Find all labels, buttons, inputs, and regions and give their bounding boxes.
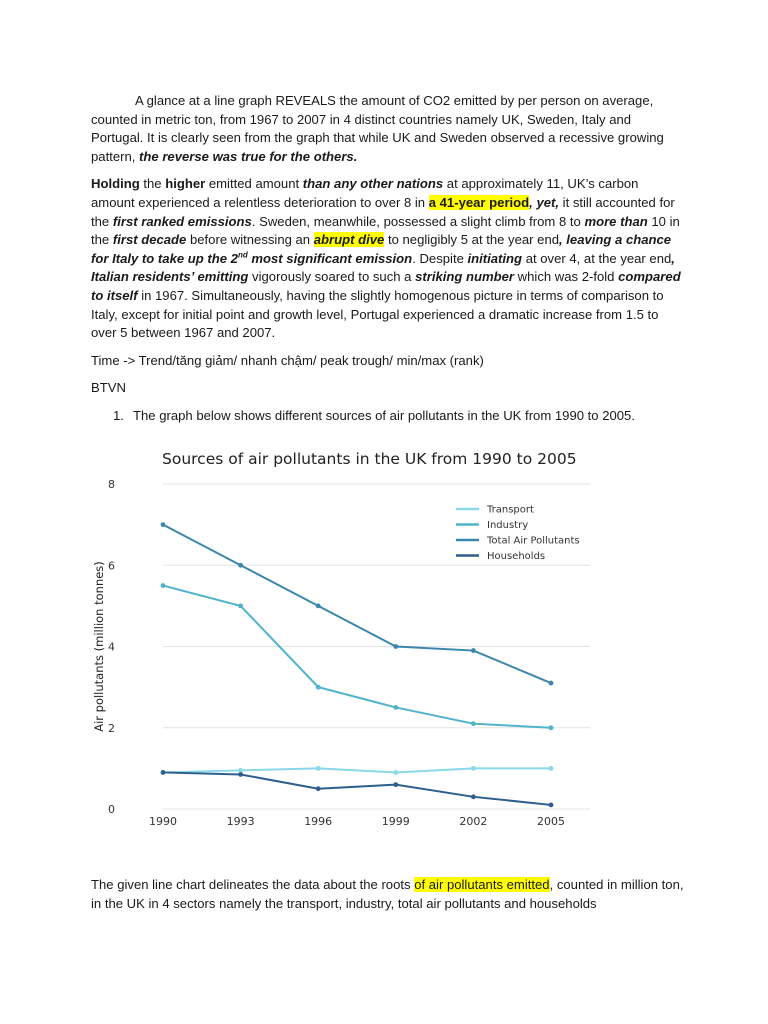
- chart-svg: [88, 440, 600, 832]
- data-point: [316, 766, 321, 771]
- text-segment: the reverse was true for the others.: [139, 148, 358, 164]
- text-segment: before witnessing an: [186, 232, 314, 248]
- series-line: [163, 586, 551, 728]
- data-point: [316, 685, 321, 690]
- legend-label: Total Air Pollutants: [487, 535, 580, 547]
- y-tick-label: 0: [108, 803, 115, 816]
- text-segment: ,: [529, 194, 537, 210]
- task-text: The graph below shows different sources of air pollutants in the UK from 1990 to 2005.: [133, 407, 635, 423]
- data-point: [393, 644, 398, 649]
- data-point: [161, 770, 166, 775]
- text-segment: yet,: [536, 194, 560, 210]
- series-line: [163, 772, 551, 805]
- text-segment: compared to itself: [91, 269, 681, 303]
- x-tick-label: 1996: [304, 815, 333, 828]
- text-segment: the: [139, 176, 166, 192]
- legend-label: Industry: [487, 520, 529, 531]
- text-segment: of air pollutants emitted: [414, 877, 550, 892]
- y-tick-label: 6: [108, 559, 115, 573]
- text-segment: . Despite: [412, 250, 468, 266]
- text-segment: . Sweden, meanwhile, possessed a slight climb from 8 to: [251, 213, 585, 229]
- data-point: [238, 772, 243, 777]
- text-segment: The given line chart delineates the data about the roots: [91, 877, 415, 892]
- data-point: [393, 705, 398, 710]
- text-segment: initiating: [467, 250, 523, 266]
- text-segment: in 1967. Simultaneously, having the slightly homogenous picture in terms of comparison to Italy, except for initial point and growth level, Portugal experienced a dramatic increase from 1.5 to over 5 between 1967 and 2007.: [91, 287, 664, 341]
- data-point: [471, 721, 476, 726]
- data-point: [549, 803, 554, 808]
- text-segment: which was 2-fold: [514, 269, 619, 285]
- series-line: [163, 525, 551, 683]
- data-point: [316, 786, 321, 791]
- text-segment: most significant emission: [247, 250, 413, 266]
- text-segment: first ranked emissions: [112, 213, 252, 229]
- data-point: [161, 583, 166, 588]
- text-segment: , counted in million ton, in the UK in 4 sectors namely the transport, industry, total air pollutants and households: [91, 877, 684, 911]
- x-tick-label: 1990: [149, 815, 177, 828]
- text-segment: emitted amount: [205, 176, 303, 192]
- chart-title: Sources of air pollutants in the UK from 1990 to 2005: [162, 450, 577, 468]
- y-axis-label: Air pollutants (million tonnes): [92, 561, 106, 732]
- text-segment: higher: [165, 176, 206, 192]
- text-segment: A glance at a line graph REVEALS the amount of CO2 emitted by per person on average, counted in metric ton, from 1967 to 2007 in 4 distinct countries namely UK, Sweden, Italy and Portugal. It is clearly seen from the graph that while UK and Sweden observed a recessive growing pattern,: [91, 93, 664, 164]
- note-line: Time -> Trend/tăng giảm/ nhanh chậm/ peak trough/ min/max (rank): [91, 352, 484, 368]
- text-segment: than any other nations: [302, 176, 444, 192]
- text-segment: , leaving a chance for Italy to take up the 2: [91, 232, 672, 266]
- text-segment: first decade: [112, 232, 187, 248]
- data-point: [471, 794, 476, 799]
- btvn-label: BTVN: [91, 380, 126, 396]
- data-point: [549, 766, 554, 771]
- text-segment: it still accounted for the: [91, 194, 675, 229]
- text-segment: striking number: [415, 269, 515, 285]
- data-point: [393, 782, 398, 787]
- y-tick-label: 8: [108, 478, 115, 491]
- data-point: [238, 603, 243, 608]
- text-segment: , Italian residents’ emitting: [91, 250, 675, 285]
- data-point: [238, 563, 243, 568]
- legend-label: Households: [487, 551, 546, 562]
- text-segment: Holding: [91, 176, 140, 192]
- text-segment: 10 in the: [91, 213, 680, 248]
- data-point: [161, 522, 166, 527]
- task-item: [91, 407, 681, 426]
- paragraph-intro: [91, 92, 681, 166]
- text-segment: at over 4, at the year end: [522, 250, 672, 266]
- text-segment: more than: [584, 213, 648, 229]
- text-segment: to negligibly 5 at the year end: [384, 232, 560, 248]
- text-segment: abrupt dive: [313, 232, 385, 248]
- y-tick-label: 2: [108, 721, 115, 735]
- text-segment: a 41-year period: [428, 194, 530, 210]
- text-segment: at approximately 11, UK’s carbon amount experienced a relentless deterioration to over 8 in: [91, 176, 639, 210]
- paragraph-analysis: [91, 175, 681, 342]
- task-number: 1.: [113, 407, 124, 423]
- line-chart: [88, 440, 600, 832]
- x-tick-label: 2005: [537, 815, 565, 828]
- x-tick-label: 1999: [381, 815, 410, 828]
- text-segment: vigorously soared to such a: [248, 269, 416, 285]
- document-body: [91, 92, 681, 432]
- data-point: [316, 603, 321, 608]
- x-tick-label: 2002: [459, 815, 488, 828]
- data-point: [549, 725, 554, 730]
- text-segment: nd: [237, 250, 248, 260]
- series-line: [163, 768, 551, 772]
- data-point: [471, 766, 476, 771]
- x-tick-label: 1993: [226, 815, 255, 828]
- data-point: [393, 770, 398, 775]
- y-tick-label: 4: [108, 640, 115, 654]
- legend-label: Transport: [487, 504, 534, 516]
- closing-paragraph: [91, 876, 687, 913]
- data-point: [471, 648, 476, 653]
- data-point: [549, 681, 554, 686]
